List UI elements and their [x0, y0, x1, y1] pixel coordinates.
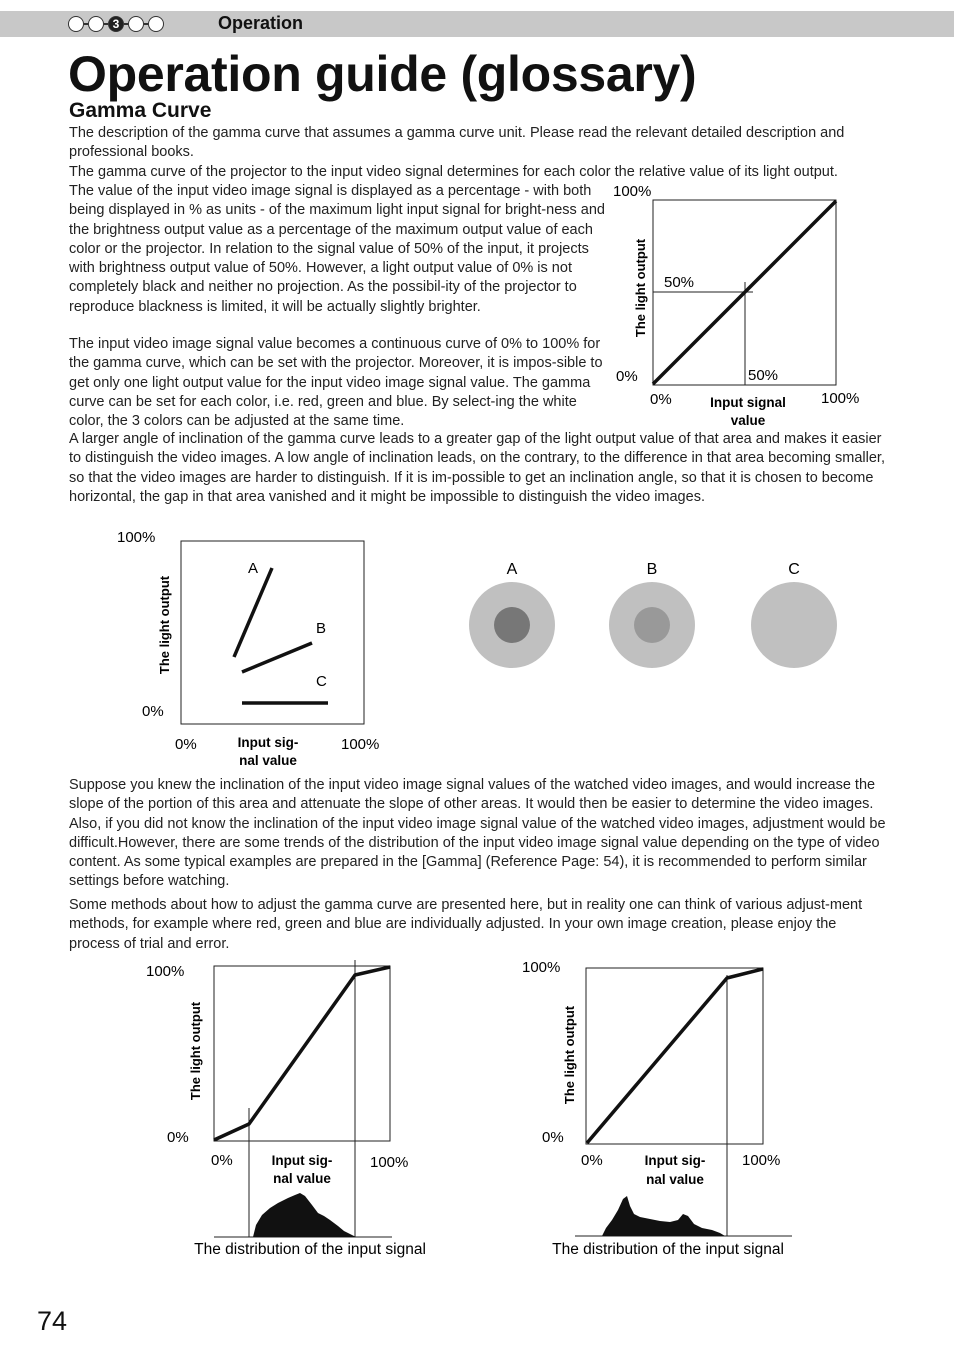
- x-axis-label: Input sig-: [644, 1153, 706, 1168]
- y-axis-label: The light output: [633, 238, 648, 338]
- paragraph-methods: Some methods about how to adjust the gamma curve are presented here, but in reality one can think of various adjust-ment methods, for example where red, green and blue are individually adjusted. In your own image creation, please enjoy the process of trial and error.: [69, 897, 863, 952]
- y-axis-label: The light output: [562, 1005, 577, 1105]
- circle-label-b: B: [646, 561, 658, 578]
- plot-frame: [586, 968, 763, 1144]
- x-max-label: 100%: [341, 736, 380, 753]
- y-mid-label: 50%: [664, 274, 695, 291]
- step-indicator: [68, 15, 164, 33]
- x-axis-label: Input sig-: [271, 1153, 333, 1168]
- x-min-label: 0%: [650, 391, 672, 408]
- slope-line-b: [242, 643, 312, 672]
- y-axis-label: The light output: [188, 1001, 203, 1101]
- x-min-label: 0%: [175, 736, 197, 753]
- y-min-label: 0%: [142, 703, 164, 720]
- circle-c-outer: [751, 582, 837, 668]
- step-circle: [148, 16, 164, 32]
- x-max-label: 100%: [742, 1152, 781, 1169]
- line-label-a: A: [248, 560, 259, 577]
- page-number: 74: [37, 1306, 68, 1336]
- page-title: Operation guide (glossary): [68, 46, 697, 102]
- x-axis-label: nal value: [273, 1171, 331, 1186]
- x-min-label: 0%: [211, 1152, 233, 1169]
- circle-label-a: A: [506, 561, 518, 578]
- y-max-label: 100%: [146, 963, 185, 980]
- paragraph-inclination: A larger angle of inclination of the gamma curve leads to a greater gap of the light output value of that area and makes it easier to distinguish the video images. A low angle of inclination leads, on the contrary, to the difference in that area becoming smaller, so that the video images are harder to distinguish. If it is im-possible to get an inclination angle, so that it is chosen to become horizontal, the gap in that area vanished and it might be impossible to distinguish the video images.: [69, 431, 885, 505]
- y-max-label: 100%: [522, 959, 561, 976]
- y-min-label: 0%: [616, 368, 638, 385]
- circle-a-inner: [494, 607, 530, 643]
- step-circle: [88, 16, 104, 32]
- figure-contrast-circles: [460, 555, 850, 675]
- histogram: [253, 1193, 356, 1237]
- line-label-c: C: [316, 673, 327, 690]
- step-circle: [68, 16, 84, 32]
- x-axis-label: value: [730, 413, 766, 428]
- slope-line-a: [234, 568, 272, 657]
- circle-label-c: C: [788, 561, 800, 578]
- figure-gamma-adjusted-2: [515, 955, 835, 1260]
- paragraph-continuous-curve: The input video image signal value becomes a continuous curve of 0% to 100% for the gamma curve, which can be set with the projector. Moreover, it is impos-sible to get only one light output value for the input video image signal value. The gamma curve can be set for each color, i.e. red, green and blue. By select-ing the white color, the 3 colors can be adjusted at the same time.: [69, 336, 603, 430]
- x-axis-label: Input signal: [710, 395, 786, 410]
- x-axis-label: nal value: [239, 753, 297, 768]
- circle-b-inner: [634, 607, 670, 643]
- step-circle-current: 3: [108, 16, 124, 32]
- gamma-curve: [214, 967, 390, 1140]
- figure-gamma-linear: [600, 178, 890, 433]
- y-min-label: 0%: [542, 1129, 564, 1146]
- figure-gamma-slopes: [110, 525, 400, 770]
- plot-frame: [214, 966, 390, 1141]
- paragraph-intro: The description of the gamma curve that assumes a gamma curve unit. Please read the relevant detailed description and professional books.: [69, 125, 845, 161]
- x-max-label: 100%: [370, 1154, 409, 1171]
- x-axis-label: Input sig-: [237, 735, 299, 750]
- y-min-label: 0%: [167, 1129, 189, 1146]
- step-circle: [128, 16, 144, 32]
- figure-gamma-adjusted-1: [140, 955, 460, 1260]
- y-max-label: 100%: [117, 529, 156, 546]
- figure-caption: The distribution of the input signal: [552, 1241, 784, 1258]
- figure-caption: The distribution of the input signal: [194, 1241, 426, 1258]
- section-heading: Gamma Curve: [69, 99, 212, 122]
- x-max-label: 100%: [821, 390, 860, 407]
- histogram: [602, 1196, 725, 1236]
- line-label-b: B: [316, 620, 327, 637]
- y-axis-label: The light output: [157, 575, 172, 675]
- x-min-label: 0%: [581, 1152, 603, 1169]
- section-label: Operation: [218, 13, 304, 33]
- x-mid-label: 50%: [748, 367, 779, 384]
- x-axis-label: nal value: [646, 1172, 704, 1187]
- paragraph-percentage: The value of the input video image signal is displayed as a percentage - with both being displayed in % as units - of the maximum light input signal for bright-ness and the brightness output value as a percentage of the maximum output value of each color or the projector. In relation to the signal value of 50% of the input, it projects with brightness output value of 50%. However, a light output value of 0% is not completely black and neither no projection. As the possibil-ity of the projector to reproduce blackness is limited, it will be actually slightly brighter.: [69, 183, 605, 315]
- paragraph-adjustment: Suppose you knew the inclination of the input video image signal values of the watched video images, and would increase the slope of the portion of this area and attenuate the slope of other areas. It would then be easier to determine the video images. Also, if you did not know the inclination of the input video image signal value of the watched video images, adjustment would be difficult.However, there are some trends of the distribution of the input video image signal value depending on the type of video content. As some typical examples are prepared in the [Gamma] (Reference Page: 54), it is recommended to perform similar settings before watching.: [69, 777, 886, 890]
- paragraph-gamma-definition: The gamma curve of the projector to the input video signal determines for each color the relative value of its light output.: [69, 164, 838, 180]
- gamma-curve: [587, 969, 763, 1143]
- y-max-label: 100%: [613, 183, 652, 200]
